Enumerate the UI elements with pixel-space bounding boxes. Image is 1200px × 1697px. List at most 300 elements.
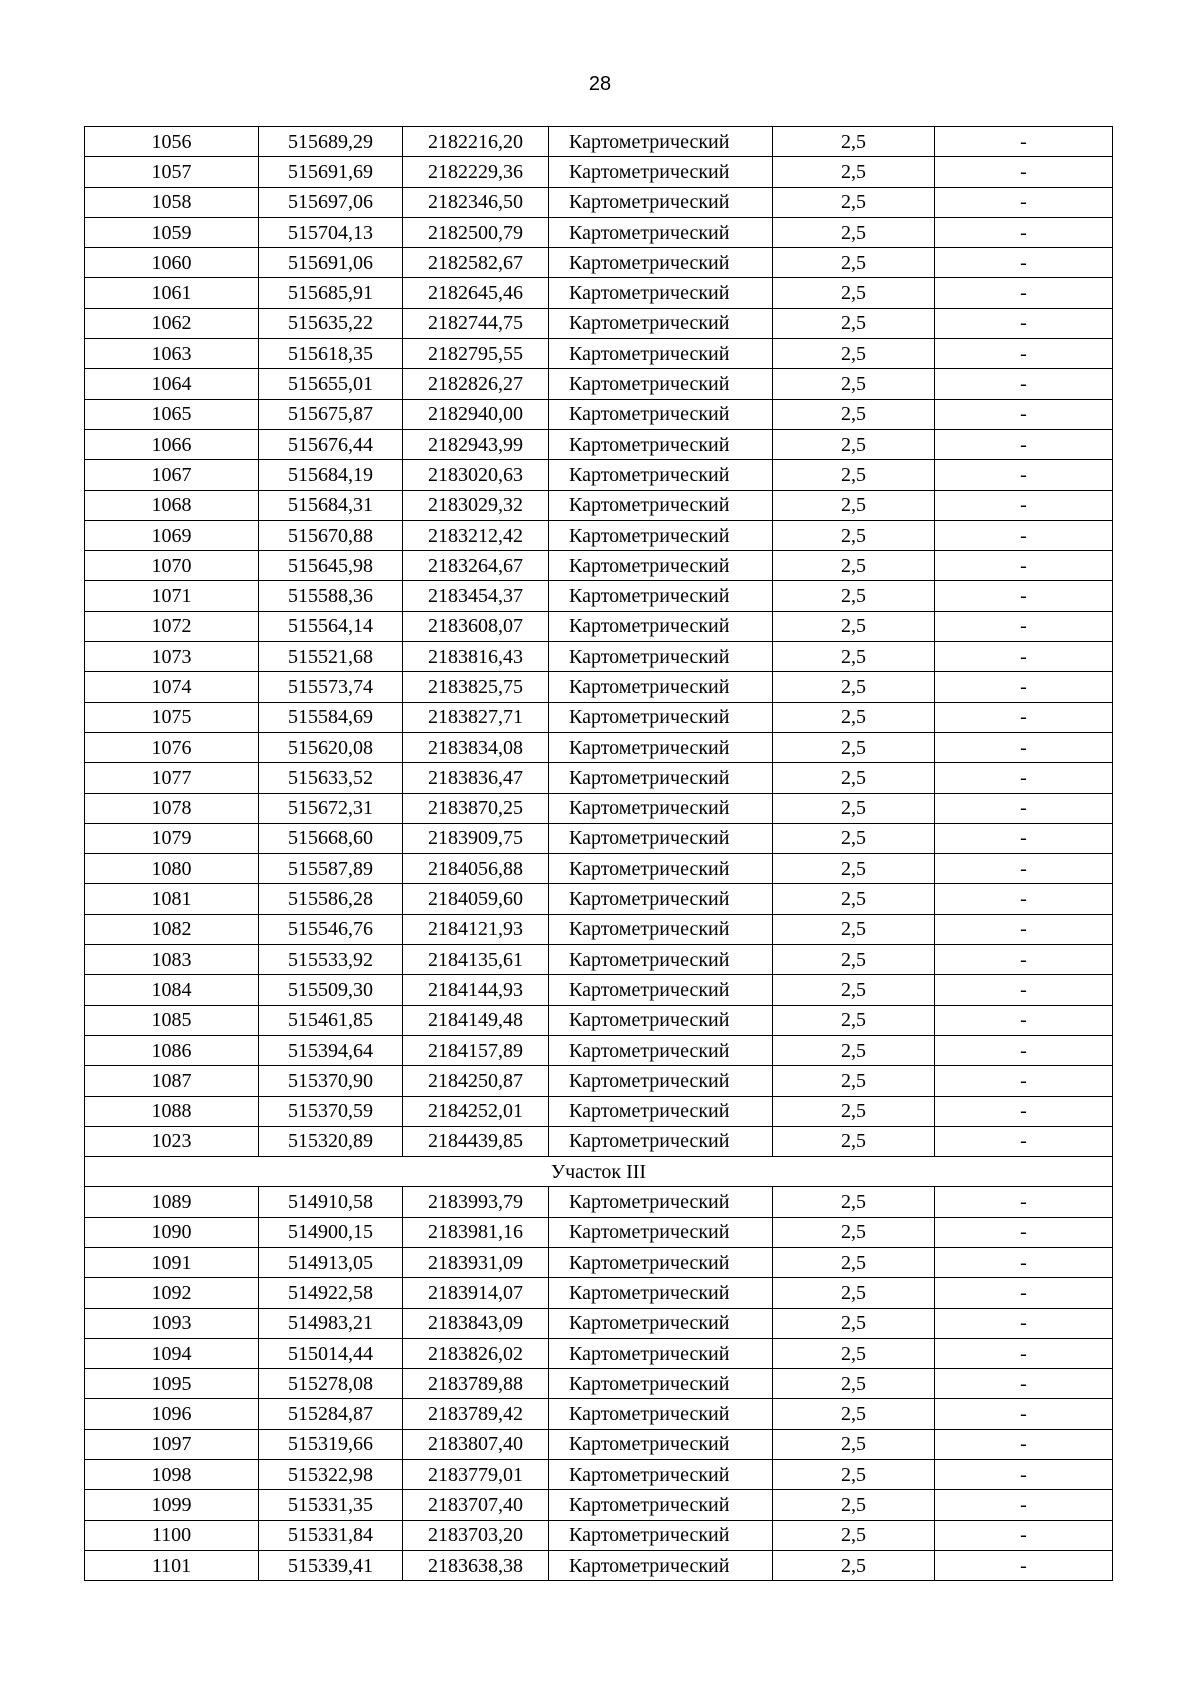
y-coordinate-cell: 2182645,46 xyxy=(403,278,549,308)
y-coordinate-cell: 2183827,71 xyxy=(403,702,549,732)
x-coordinate-cell: 515331,84 xyxy=(259,1520,403,1550)
y-coordinate-cell: 2183826,02 xyxy=(403,1338,549,1368)
point-number-cell: 1096 xyxy=(85,1399,259,1429)
table-row xyxy=(85,1126,1113,1156)
note-cell: - xyxy=(935,1035,1113,1065)
note-cell: - xyxy=(935,914,1113,944)
table-row xyxy=(85,1217,1113,1247)
x-coordinate-cell: 515331,35 xyxy=(259,1490,403,1520)
point-number-cell: 1101 xyxy=(85,1550,259,1580)
method-cell: Картометрический xyxy=(549,1247,773,1277)
accuracy-cell: 2,5 xyxy=(773,702,935,732)
note-cell: - xyxy=(935,945,1113,975)
method-cell: Картометрический xyxy=(549,1005,773,1035)
accuracy-cell: 2,5 xyxy=(773,1429,935,1459)
accuracy-cell: 2,5 xyxy=(773,1520,935,1550)
table-row xyxy=(85,702,1113,732)
x-coordinate-cell: 515521,68 xyxy=(259,642,403,672)
y-coordinate-cell: 2184252,01 xyxy=(403,1096,549,1126)
y-coordinate-cell: 2183608,07 xyxy=(403,611,549,641)
point-number-cell: 1094 xyxy=(85,1338,259,1368)
y-coordinate-cell: 2183909,75 xyxy=(403,823,549,853)
accuracy-cell: 2,5 xyxy=(773,1126,935,1156)
accuracy-cell: 2,5 xyxy=(773,217,935,247)
y-coordinate-cell: 2183020,63 xyxy=(403,460,549,490)
accuracy-cell: 2,5 xyxy=(773,1308,935,1338)
y-coordinate-cell: 2183707,40 xyxy=(403,1490,549,1520)
note-cell: - xyxy=(935,520,1113,550)
table-row xyxy=(85,1005,1113,1035)
point-number-cell: 1091 xyxy=(85,1247,259,1277)
x-coordinate-cell: 515691,69 xyxy=(259,157,403,187)
point-number-cell: 1092 xyxy=(85,1278,259,1308)
note-cell: - xyxy=(935,1338,1113,1368)
y-coordinate-cell: 2182795,55 xyxy=(403,339,549,369)
point-number-cell: 1080 xyxy=(85,854,259,884)
point-number-cell: 1077 xyxy=(85,763,259,793)
table-row xyxy=(85,611,1113,641)
y-coordinate-cell: 2184144,93 xyxy=(403,975,549,1005)
method-cell: Картометрический xyxy=(549,642,773,672)
x-coordinate-cell: 515684,31 xyxy=(259,490,403,520)
x-coordinate-cell: 515645,98 xyxy=(259,551,403,581)
x-coordinate-cell: 515676,44 xyxy=(259,429,403,459)
x-coordinate-cell: 514913,05 xyxy=(259,1247,403,1277)
accuracy-cell: 2,5 xyxy=(773,460,935,490)
y-coordinate-cell: 2182826,27 xyxy=(403,369,549,399)
y-coordinate-cell: 2183843,09 xyxy=(403,1308,549,1338)
table-row xyxy=(85,187,1113,217)
method-cell: Картометрический xyxy=(549,1550,773,1580)
method-cell: Картометрический xyxy=(549,672,773,702)
point-number-cell: 1068 xyxy=(85,490,259,520)
table-row xyxy=(85,127,1113,157)
table-row xyxy=(85,793,1113,823)
note-cell: - xyxy=(935,490,1113,520)
x-coordinate-cell: 515697,06 xyxy=(259,187,403,217)
note-cell: - xyxy=(935,1308,1113,1338)
accuracy-cell: 2,5 xyxy=(773,490,935,520)
table-row xyxy=(85,1550,1113,1580)
table-row xyxy=(85,1278,1113,1308)
accuracy-cell: 2,5 xyxy=(773,399,935,429)
accuracy-cell: 2,5 xyxy=(773,611,935,641)
x-coordinate-cell: 515691,06 xyxy=(259,248,403,278)
method-cell: Картометрический xyxy=(549,702,773,732)
y-coordinate-cell: 2184149,48 xyxy=(403,1005,549,1035)
method-cell: Картометрический xyxy=(549,1308,773,1338)
point-number-cell: 1086 xyxy=(85,1035,259,1065)
method-cell: Картометрический xyxy=(549,1035,773,1065)
x-coordinate-cell: 515587,89 xyxy=(259,854,403,884)
method-cell: Картометрический xyxy=(549,581,773,611)
method-cell: Картометрический xyxy=(549,945,773,975)
table-row xyxy=(85,1308,1113,1338)
note-cell: - xyxy=(935,611,1113,641)
method-cell: Картометрический xyxy=(549,823,773,853)
table-row xyxy=(85,914,1113,944)
y-coordinate-cell: 2184121,93 xyxy=(403,914,549,944)
x-coordinate-cell: 515684,19 xyxy=(259,460,403,490)
point-number-cell: 1061 xyxy=(85,278,259,308)
point-number-cell: 1065 xyxy=(85,399,259,429)
note-cell: - xyxy=(935,1490,1113,1520)
note-cell: - xyxy=(935,369,1113,399)
method-cell: Картометрический xyxy=(549,490,773,520)
table-row xyxy=(85,823,1113,853)
method-cell: Картометрический xyxy=(549,611,773,641)
table-row xyxy=(85,884,1113,914)
method-cell: Картометрический xyxy=(549,1066,773,1096)
point-number-cell: 1081 xyxy=(85,884,259,914)
point-number-cell: 1084 xyxy=(85,975,259,1005)
point-number-cell: 1060 xyxy=(85,248,259,278)
note-cell: - xyxy=(935,793,1113,823)
accuracy-cell: 2,5 xyxy=(773,1278,935,1308)
section-title: Участок III xyxy=(85,1157,1113,1187)
note-cell: - xyxy=(935,1550,1113,1580)
method-cell: Картометрический xyxy=(549,732,773,762)
method-cell: Картометрический xyxy=(549,429,773,459)
y-coordinate-cell: 2183779,01 xyxy=(403,1460,549,1490)
point-number-cell: 1082 xyxy=(85,914,259,944)
x-coordinate-cell: 515322,98 xyxy=(259,1460,403,1490)
y-coordinate-cell: 2184135,61 xyxy=(403,945,549,975)
note-cell: - xyxy=(935,1460,1113,1490)
note-cell: - xyxy=(935,732,1113,762)
point-number-cell: 1085 xyxy=(85,1005,259,1035)
method-cell: Картометрический xyxy=(549,308,773,338)
note-cell: - xyxy=(935,339,1113,369)
table-row xyxy=(85,854,1113,884)
point-number-cell: 1072 xyxy=(85,611,259,641)
accuracy-cell: 2,5 xyxy=(773,187,935,217)
accuracy-cell: 2,5 xyxy=(773,1369,935,1399)
method-cell: Картометрический xyxy=(549,278,773,308)
x-coordinate-cell: 515655,01 xyxy=(259,369,403,399)
y-coordinate-cell: 2183816,43 xyxy=(403,642,549,672)
note-cell: - xyxy=(935,642,1113,672)
x-coordinate-cell: 515635,22 xyxy=(259,308,403,338)
x-coordinate-cell: 514900,15 xyxy=(259,1217,403,1247)
table-row xyxy=(85,1490,1113,1520)
point-number-cell: 1093 xyxy=(85,1308,259,1338)
x-coordinate-cell: 515620,08 xyxy=(259,732,403,762)
method-cell: Картометрический xyxy=(549,1460,773,1490)
note-cell: - xyxy=(935,157,1113,187)
y-coordinate-cell: 2183993,79 xyxy=(403,1187,549,1217)
coordinates-table-body xyxy=(85,127,1113,1581)
accuracy-cell: 2,5 xyxy=(773,1550,935,1580)
table-row xyxy=(85,1520,1113,1550)
table-row xyxy=(85,763,1113,793)
y-coordinate-cell: 2183454,37 xyxy=(403,581,549,611)
note-cell: - xyxy=(935,763,1113,793)
y-coordinate-cell: 2184439,85 xyxy=(403,1126,549,1156)
point-number-cell: 1064 xyxy=(85,369,259,399)
point-number-cell: 1076 xyxy=(85,732,259,762)
note-cell: - xyxy=(935,1399,1113,1429)
y-coordinate-cell: 2183914,07 xyxy=(403,1278,549,1308)
accuracy-cell: 2,5 xyxy=(773,581,935,611)
method-cell: Картометрический xyxy=(549,339,773,369)
accuracy-cell: 2,5 xyxy=(773,1460,935,1490)
x-coordinate-cell: 515672,31 xyxy=(259,793,403,823)
accuracy-cell: 2,5 xyxy=(773,1005,935,1035)
accuracy-cell: 2,5 xyxy=(773,1066,935,1096)
x-coordinate-cell: 515546,76 xyxy=(259,914,403,944)
note-cell: - xyxy=(935,217,1113,247)
method-cell: Картометрический xyxy=(549,1278,773,1308)
x-coordinate-cell: 515689,29 xyxy=(259,127,403,157)
method-cell: Картометрический xyxy=(549,1399,773,1429)
table-row xyxy=(85,1338,1113,1368)
method-cell: Картометрический xyxy=(549,1338,773,1368)
x-coordinate-cell: 515704,13 xyxy=(259,217,403,247)
y-coordinate-cell: 2184157,89 xyxy=(403,1035,549,1065)
point-number-cell: 1095 xyxy=(85,1369,259,1399)
method-cell: Картометрический xyxy=(549,1520,773,1550)
table-row xyxy=(85,308,1113,338)
accuracy-cell: 2,5 xyxy=(773,308,935,338)
table-row xyxy=(85,1429,1113,1459)
y-coordinate-cell: 2183212,42 xyxy=(403,520,549,550)
accuracy-cell: 2,5 xyxy=(773,248,935,278)
note-cell: - xyxy=(935,278,1113,308)
x-coordinate-cell: 515586,28 xyxy=(259,884,403,914)
x-coordinate-cell: 515320,89 xyxy=(259,1126,403,1156)
point-number-cell: 1074 xyxy=(85,672,259,702)
x-coordinate-cell: 515584,69 xyxy=(259,702,403,732)
table-row xyxy=(85,217,1113,247)
note-cell: - xyxy=(935,127,1113,157)
accuracy-cell: 2,5 xyxy=(773,429,935,459)
method-cell: Картометрический xyxy=(549,157,773,187)
accuracy-cell: 2,5 xyxy=(773,157,935,187)
y-coordinate-cell: 2182943,99 xyxy=(403,429,549,459)
note-cell: - xyxy=(935,581,1113,611)
accuracy-cell: 2,5 xyxy=(773,1490,935,1520)
note-cell: - xyxy=(935,702,1113,732)
x-coordinate-cell: 515588,36 xyxy=(259,581,403,611)
table-row xyxy=(85,1369,1113,1399)
point-number-cell: 1070 xyxy=(85,551,259,581)
x-coordinate-cell: 515633,52 xyxy=(259,763,403,793)
method-cell: Картометрический xyxy=(549,1126,773,1156)
note-cell: - xyxy=(935,1278,1113,1308)
y-coordinate-cell: 2183789,42 xyxy=(403,1399,549,1429)
x-coordinate-cell: 515685,91 xyxy=(259,278,403,308)
method-cell: Картометрический xyxy=(549,884,773,914)
y-coordinate-cell: 2182229,36 xyxy=(403,157,549,187)
point-number-cell: 1075 xyxy=(85,702,259,732)
table-row xyxy=(85,642,1113,672)
note-cell: - xyxy=(935,1520,1113,1550)
accuracy-cell: 2,5 xyxy=(773,793,935,823)
method-cell: Картометрический xyxy=(549,793,773,823)
y-coordinate-cell: 2184056,88 xyxy=(403,854,549,884)
accuracy-cell: 2,5 xyxy=(773,1187,935,1217)
note-cell: - xyxy=(935,187,1113,217)
point-number-cell: 1098 xyxy=(85,1460,259,1490)
point-number-cell: 1079 xyxy=(85,823,259,853)
accuracy-cell: 2,5 xyxy=(773,672,935,702)
table-row xyxy=(85,975,1113,1005)
accuracy-cell: 2,5 xyxy=(773,127,935,157)
method-cell: Картометрический xyxy=(549,399,773,429)
table-row xyxy=(85,581,1113,611)
page-number: 28 xyxy=(588,73,612,95)
note-cell: - xyxy=(935,884,1113,914)
y-coordinate-cell: 2183931,09 xyxy=(403,1247,549,1277)
table-row xyxy=(85,1035,1113,1065)
note-cell: - xyxy=(935,854,1113,884)
x-coordinate-cell: 514983,21 xyxy=(259,1308,403,1338)
note-cell: - xyxy=(935,975,1113,1005)
point-number-cell: 1089 xyxy=(85,1187,259,1217)
y-coordinate-cell: 2183981,16 xyxy=(403,1217,549,1247)
y-coordinate-cell: 2182216,20 xyxy=(403,127,549,157)
method-cell: Картометрический xyxy=(549,369,773,399)
method-cell: Картометрический xyxy=(549,551,773,581)
accuracy-cell: 2,5 xyxy=(773,642,935,672)
method-cell: Картометрический xyxy=(549,1217,773,1247)
accuracy-cell: 2,5 xyxy=(773,369,935,399)
y-coordinate-cell: 2183825,75 xyxy=(403,672,549,702)
method-cell: Картометрический xyxy=(549,460,773,490)
point-number-cell: 1057 xyxy=(85,157,259,187)
y-coordinate-cell: 2183638,38 xyxy=(403,1550,549,1580)
accuracy-cell: 2,5 xyxy=(773,278,935,308)
y-coordinate-cell: 2183836,47 xyxy=(403,763,549,793)
point-number-cell: 1023 xyxy=(85,1126,259,1156)
note-cell: - xyxy=(935,1005,1113,1035)
point-number-cell: 1062 xyxy=(85,308,259,338)
point-number-cell: 1067 xyxy=(85,460,259,490)
accuracy-cell: 2,5 xyxy=(773,1399,935,1429)
point-number-cell: 1088 xyxy=(85,1096,259,1126)
table-row xyxy=(85,157,1113,187)
method-cell: Картометрический xyxy=(549,187,773,217)
point-number-cell: 1087 xyxy=(85,1066,259,1096)
x-coordinate-cell: 515533,92 xyxy=(259,945,403,975)
table-row xyxy=(85,520,1113,550)
x-coordinate-cell: 515394,64 xyxy=(259,1035,403,1065)
y-coordinate-cell: 2184250,87 xyxy=(403,1066,549,1096)
y-coordinate-cell: 2183807,40 xyxy=(403,1429,549,1459)
accuracy-cell: 2,5 xyxy=(773,884,935,914)
accuracy-cell: 2,5 xyxy=(773,1338,935,1368)
point-number-cell: 1090 xyxy=(85,1217,259,1247)
y-coordinate-cell: 2182500,79 xyxy=(403,217,549,247)
table-row xyxy=(85,1460,1113,1490)
section-header-row xyxy=(85,1157,1113,1187)
table-row xyxy=(85,551,1113,581)
accuracy-cell: 2,5 xyxy=(773,1247,935,1277)
x-coordinate-cell: 515668,60 xyxy=(259,823,403,853)
point-number-cell: 1066 xyxy=(85,429,259,459)
note-cell: - xyxy=(935,672,1113,702)
x-coordinate-cell: 515564,14 xyxy=(259,611,403,641)
method-cell: Картометрический xyxy=(549,854,773,884)
point-number-cell: 1063 xyxy=(85,339,259,369)
accuracy-cell: 2,5 xyxy=(773,732,935,762)
point-number-cell: 1056 xyxy=(85,127,259,157)
table-row xyxy=(85,672,1113,702)
note-cell: - xyxy=(935,399,1113,429)
note-cell: - xyxy=(935,551,1113,581)
point-number-cell: 1071 xyxy=(85,581,259,611)
point-number-cell: 1078 xyxy=(85,793,259,823)
accuracy-cell: 2,5 xyxy=(773,339,935,369)
accuracy-cell: 2,5 xyxy=(773,763,935,793)
note-cell: - xyxy=(935,248,1113,278)
point-number-cell: 1058 xyxy=(85,187,259,217)
accuracy-cell: 2,5 xyxy=(773,1096,935,1126)
point-number-cell: 1100 xyxy=(85,1520,259,1550)
accuracy-cell: 2,5 xyxy=(773,945,935,975)
x-coordinate-cell: 515319,66 xyxy=(259,1429,403,1459)
point-number-cell: 1097 xyxy=(85,1429,259,1459)
x-coordinate-cell: 515573,74 xyxy=(259,672,403,702)
y-coordinate-cell: 2184059,60 xyxy=(403,884,549,914)
table-row xyxy=(85,278,1113,308)
x-coordinate-cell: 515284,87 xyxy=(259,1399,403,1429)
x-coordinate-cell: 515461,85 xyxy=(259,1005,403,1035)
x-coordinate-cell: 515278,08 xyxy=(259,1369,403,1399)
note-cell: - xyxy=(935,1429,1113,1459)
x-coordinate-cell: 515509,30 xyxy=(259,975,403,1005)
y-coordinate-cell: 2182940,00 xyxy=(403,399,549,429)
method-cell: Картометрический xyxy=(549,520,773,550)
note-cell: - xyxy=(935,1369,1113,1399)
x-coordinate-cell: 514922,58 xyxy=(259,1278,403,1308)
accuracy-cell: 2,5 xyxy=(773,1217,935,1247)
table-row xyxy=(85,399,1113,429)
accuracy-cell: 2,5 xyxy=(773,914,935,944)
table-row xyxy=(85,732,1113,762)
x-coordinate-cell: 514910,58 xyxy=(259,1187,403,1217)
accuracy-cell: 2,5 xyxy=(773,551,935,581)
y-coordinate-cell: 2183834,08 xyxy=(403,732,549,762)
x-coordinate-cell: 515370,90 xyxy=(259,1066,403,1096)
x-coordinate-cell: 515370,59 xyxy=(259,1096,403,1126)
table-row xyxy=(85,1187,1113,1217)
x-coordinate-cell: 515670,88 xyxy=(259,520,403,550)
method-cell: Картометрический xyxy=(549,1096,773,1126)
note-cell: - xyxy=(935,1066,1113,1096)
method-cell: Картометрический xyxy=(549,914,773,944)
note-cell: - xyxy=(935,1217,1113,1247)
note-cell: - xyxy=(935,823,1113,853)
method-cell: Картометрический xyxy=(549,763,773,793)
x-coordinate-cell: 515339,41 xyxy=(259,1550,403,1580)
table-row xyxy=(85,1399,1113,1429)
method-cell: Картометрический xyxy=(549,217,773,247)
y-coordinate-cell: 2182582,67 xyxy=(403,248,549,278)
note-cell: - xyxy=(935,1247,1113,1277)
point-number-cell: 1069 xyxy=(85,520,259,550)
y-coordinate-cell: 2183264,67 xyxy=(403,551,549,581)
point-number-cell: 1099 xyxy=(85,1490,259,1520)
table-row xyxy=(85,1096,1113,1126)
table-row xyxy=(85,1066,1113,1096)
note-cell: - xyxy=(935,1096,1113,1126)
method-cell: Картометрический xyxy=(549,975,773,1005)
point-number-cell: 1073 xyxy=(85,642,259,672)
accuracy-cell: 2,5 xyxy=(773,520,935,550)
table-row xyxy=(85,1247,1113,1277)
